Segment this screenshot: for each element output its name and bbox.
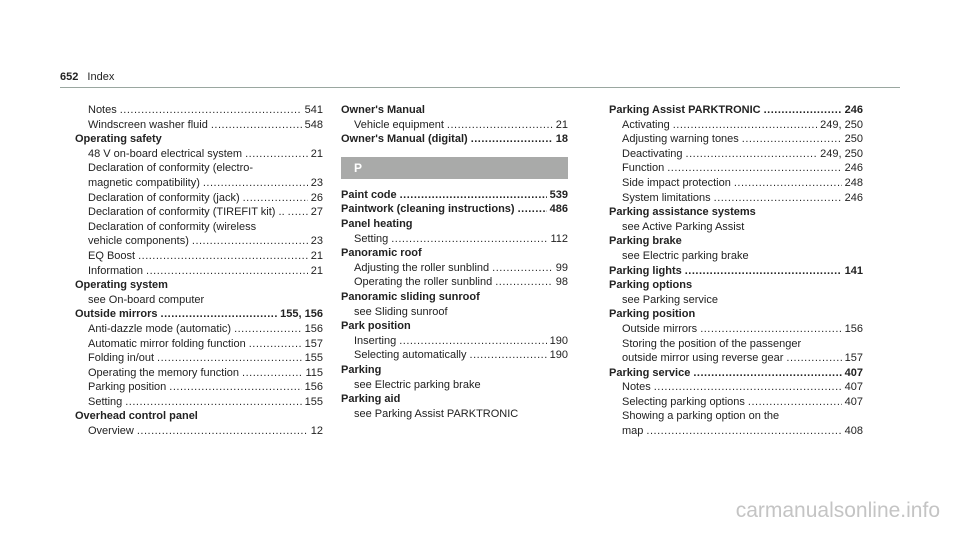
index-subentry xyxy=(341,118,568,133)
dot-leader xyxy=(786,351,841,366)
index-subentry xyxy=(75,191,323,206)
index-subentry-text: Declaration of conformity (wireless xyxy=(88,220,257,233)
index-see-reference: see Sliding sunroof xyxy=(354,305,448,318)
dot-leader xyxy=(673,118,817,133)
index-entry-text: Outside mirrors xyxy=(75,308,158,321)
index-subentry xyxy=(75,337,323,352)
index-heading-entry xyxy=(341,132,568,147)
page-reference: 486 xyxy=(549,203,568,216)
index-heading: Panoramic roof xyxy=(341,247,422,260)
index-column-1 xyxy=(75,103,323,439)
index-entry-text: Automatic mirror folding function xyxy=(88,337,246,350)
dot-leader xyxy=(249,337,302,352)
dot-leader xyxy=(764,103,842,118)
page-reference: 21 xyxy=(310,147,323,160)
index-entry-text: Declaration of conformity (TIREFIT kit) .. xyxy=(88,206,285,219)
page-reference: 407 xyxy=(844,366,863,379)
index-entry-text: Vehicle equipment xyxy=(354,118,444,131)
index-entry-text: vehicle components) xyxy=(88,235,189,248)
page-reference: 541 xyxy=(304,104,323,116)
page-reference: 155 xyxy=(304,352,323,365)
index-subentry xyxy=(341,348,568,363)
index-subentry xyxy=(75,234,323,249)
page-reference: 408 xyxy=(844,425,863,438)
page-reference: 141 xyxy=(844,264,863,277)
page-reference: 155 xyxy=(304,395,323,408)
page-reference: 539 xyxy=(549,188,568,201)
index-column-2 xyxy=(341,103,568,421)
index-heading-entry xyxy=(75,307,323,322)
index-subentry xyxy=(75,395,323,410)
index-entry-text: map xyxy=(622,425,644,438)
dot-leader xyxy=(686,147,818,162)
dot-leader xyxy=(169,380,301,395)
index-subentry xyxy=(609,161,863,176)
index-subentry xyxy=(75,424,323,439)
dot-leader xyxy=(245,147,308,162)
index-subentry xyxy=(609,176,863,191)
index-subentry xyxy=(75,380,323,395)
index-subentry xyxy=(609,191,863,206)
dot-leader xyxy=(700,322,841,337)
dot-leader xyxy=(234,322,302,337)
page-reference: 115 xyxy=(305,366,323,379)
index-see-reference: see Parking service xyxy=(622,293,718,306)
page-reference: 190 xyxy=(549,334,568,347)
index-subentry xyxy=(609,322,863,337)
index-heading: Overhead control panel xyxy=(75,410,198,423)
index-see-reference: see Electric parking brake xyxy=(622,249,749,262)
index-subentry xyxy=(609,395,863,410)
index-entry-text: Parking Assist PARKTRONIC xyxy=(609,104,761,116)
index-subentry xyxy=(75,118,323,133)
page-header xyxy=(60,71,114,83)
index-subentry xyxy=(75,366,323,381)
index-entry-text: Outside mirrors xyxy=(622,322,698,335)
index-entry-text: System limitations xyxy=(622,191,711,204)
index-entry-text: magnetic compatibility) xyxy=(88,176,200,189)
index-entry-text: Parking position xyxy=(88,381,167,394)
index-entry-text: Setting xyxy=(354,232,389,245)
dot-leader xyxy=(400,188,547,203)
dot-leader xyxy=(495,275,553,290)
index-see-reference: see On-board computer xyxy=(88,293,205,306)
index-subentry xyxy=(609,351,863,366)
index-heading-entry xyxy=(609,264,863,279)
index-entry-text: EQ Boost xyxy=(88,249,136,262)
index-letter-heading: P xyxy=(341,157,568,179)
index-entry-text: Adjusting the roller sunblind xyxy=(354,261,490,274)
index-heading-entry xyxy=(609,103,863,118)
dot-leader xyxy=(203,176,308,191)
index-subentry xyxy=(609,118,863,133)
page-reference: 21 xyxy=(555,118,568,131)
dot-leader xyxy=(138,249,308,264)
index-entry-text: Adjusting warning tones xyxy=(622,133,739,146)
header-divider xyxy=(60,87,900,88)
index-subentry xyxy=(609,424,863,439)
index-entry-text: Anti-dazzle mode (automatic) xyxy=(88,322,232,335)
dot-leader xyxy=(518,202,547,217)
page-reference: 249, 250 xyxy=(820,147,863,160)
dot-leader xyxy=(667,161,841,176)
index-heading: Parking brake xyxy=(609,235,682,248)
index-subentry-text: Declaration of conformity (electro- xyxy=(88,162,254,175)
index-see-reference: see Electric parking brake xyxy=(354,378,481,391)
dot-leader xyxy=(492,261,553,276)
index-see-reference: see Parking Assist PARKTRONIC xyxy=(354,407,519,420)
index-entry-text: Selecting automatically xyxy=(354,349,467,362)
index-entry-text: Function xyxy=(622,162,665,175)
dot-leader xyxy=(748,395,842,410)
section-title: Index xyxy=(87,71,115,83)
index-subentry xyxy=(75,322,323,337)
index-see-reference: see Active Parking Assist xyxy=(622,220,745,233)
index-entry-text: Parking lights xyxy=(609,264,682,277)
index-subentry-text: Showing a parking option on the xyxy=(622,410,780,423)
index-subentry xyxy=(75,205,323,220)
page-reference: 21 xyxy=(310,249,323,262)
page-reference: 246 xyxy=(844,162,863,175)
index-entry-text: Inserting xyxy=(354,334,397,347)
dot-leader xyxy=(399,334,546,349)
dot-leader xyxy=(125,395,301,410)
index-heading: Owner's Manual xyxy=(341,104,425,116)
page-reference: 190 xyxy=(549,349,568,362)
index-subentry xyxy=(609,380,863,395)
page-reference: 246 xyxy=(844,104,863,116)
page-reference: 248 xyxy=(844,176,863,189)
index-entry-text: Overview xyxy=(88,425,134,438)
page-reference: 156 xyxy=(304,381,323,394)
index-subentry xyxy=(75,103,323,118)
dot-leader xyxy=(734,176,842,191)
index-subentry xyxy=(609,147,863,162)
index-subentry xyxy=(341,275,568,290)
page-reference: 250 xyxy=(844,133,863,146)
page-reference: 548 xyxy=(304,118,323,131)
index-subentry xyxy=(75,351,323,366)
index-entry-text: Deactivating xyxy=(622,147,683,160)
page-reference: 21 xyxy=(310,264,323,277)
dot-leader xyxy=(685,264,842,279)
page-reference: 407 xyxy=(844,381,863,394)
index-heading: Parking xyxy=(341,363,382,376)
dot-leader xyxy=(137,424,308,439)
page-reference: 99 xyxy=(555,261,568,274)
dot-leader xyxy=(654,380,842,395)
index-entry-text: Notes xyxy=(88,104,117,116)
index-subentry xyxy=(341,261,568,276)
index-heading-entry xyxy=(341,188,568,203)
index-subentry xyxy=(341,232,568,247)
index-heading: Operating safety xyxy=(75,133,162,146)
dot-leader xyxy=(211,118,302,133)
page-number: 652 xyxy=(60,71,79,83)
watermark: carmanualsonline.info xyxy=(735,499,940,522)
page-reference: 112 xyxy=(550,232,568,245)
index-entry-text: 48 V on-board electrical system xyxy=(88,147,243,160)
page-reference: 98 xyxy=(555,276,568,289)
dot-leader xyxy=(242,366,302,381)
page-reference: 26 xyxy=(310,191,323,204)
index-entry-text: Folding in/out xyxy=(88,352,155,365)
dot-leader xyxy=(646,424,841,439)
index-heading-entry xyxy=(609,366,863,381)
dot-leader xyxy=(742,132,842,147)
index-heading: Parking aid xyxy=(341,393,401,406)
index-entry-text: Operating the memory function xyxy=(88,366,240,379)
index-entry-text: Selecting parking options xyxy=(622,395,745,408)
page-reference: 12 xyxy=(310,425,323,438)
index-subentry-text: Storing the position of the passenger xyxy=(622,337,802,350)
index-heading: Parking options xyxy=(609,279,693,292)
index-subentry xyxy=(75,147,323,162)
index-entry-text: Activating xyxy=(622,118,670,131)
index-entry-text: Paintwork (cleaning instructions) xyxy=(341,203,515,216)
index-heading: Operating system xyxy=(75,279,168,292)
page-reference: 155, 156 xyxy=(280,308,323,321)
index-entry-text: Notes xyxy=(622,381,651,394)
index-subentry xyxy=(609,132,863,147)
index-entry-text: Paint code xyxy=(341,188,397,201)
index-entry-text: Declaration of conformity (jack) xyxy=(88,191,240,204)
page-reference: 249, 250 xyxy=(820,118,863,131)
index-entry-text: outside mirror using reverse gear xyxy=(622,352,784,365)
dot-leader xyxy=(714,191,842,206)
dot-leader xyxy=(693,366,841,381)
index-entry-text: Setting xyxy=(88,395,123,408)
index-heading: Park position xyxy=(341,320,411,333)
dot-leader xyxy=(243,191,308,206)
dot-leader xyxy=(120,103,302,118)
dot-leader xyxy=(391,232,547,247)
page-reference: 27 xyxy=(310,206,323,219)
index-heading: Panoramic sliding sunroof xyxy=(341,290,480,303)
index-subentry xyxy=(341,334,568,349)
page-reference: 246 xyxy=(844,191,863,204)
index-heading-entry xyxy=(341,202,568,217)
index-subentry xyxy=(75,176,323,191)
index-heading: Parking position xyxy=(609,308,696,321)
dot-leader xyxy=(157,351,302,366)
page-reference: 407 xyxy=(844,395,863,408)
dot-leader xyxy=(288,205,308,220)
dot-leader xyxy=(447,118,553,133)
page-reference: 23 xyxy=(310,176,323,189)
index-entry-text: Information xyxy=(88,264,144,277)
index-entry-text: Operating the roller sunblind xyxy=(354,276,493,289)
index-entry-text: Owner's Manual (digital) xyxy=(341,133,468,146)
dot-leader xyxy=(146,264,308,279)
dot-leader xyxy=(161,307,278,322)
index-subentry xyxy=(75,264,323,279)
index-heading: Panel heating xyxy=(341,217,413,230)
index-subentry xyxy=(75,249,323,264)
page-reference: 18 xyxy=(555,133,568,146)
index-entry-text: Windscreen washer fluid xyxy=(88,118,208,131)
dot-leader xyxy=(192,234,308,249)
page-reference: 156 xyxy=(304,322,323,335)
page-reference: 23 xyxy=(310,235,323,248)
index-column-3 xyxy=(609,103,863,439)
page-reference: 157 xyxy=(304,337,323,350)
index-entry-text: Parking service xyxy=(609,366,691,379)
page-reference: 157 xyxy=(844,352,863,365)
index-heading: Parking assistance systems xyxy=(609,206,756,219)
index-entry-text: Side impact protection xyxy=(622,176,731,189)
dot-leader xyxy=(470,348,547,363)
dot-leader xyxy=(471,132,553,147)
page-reference: 156 xyxy=(844,322,863,335)
